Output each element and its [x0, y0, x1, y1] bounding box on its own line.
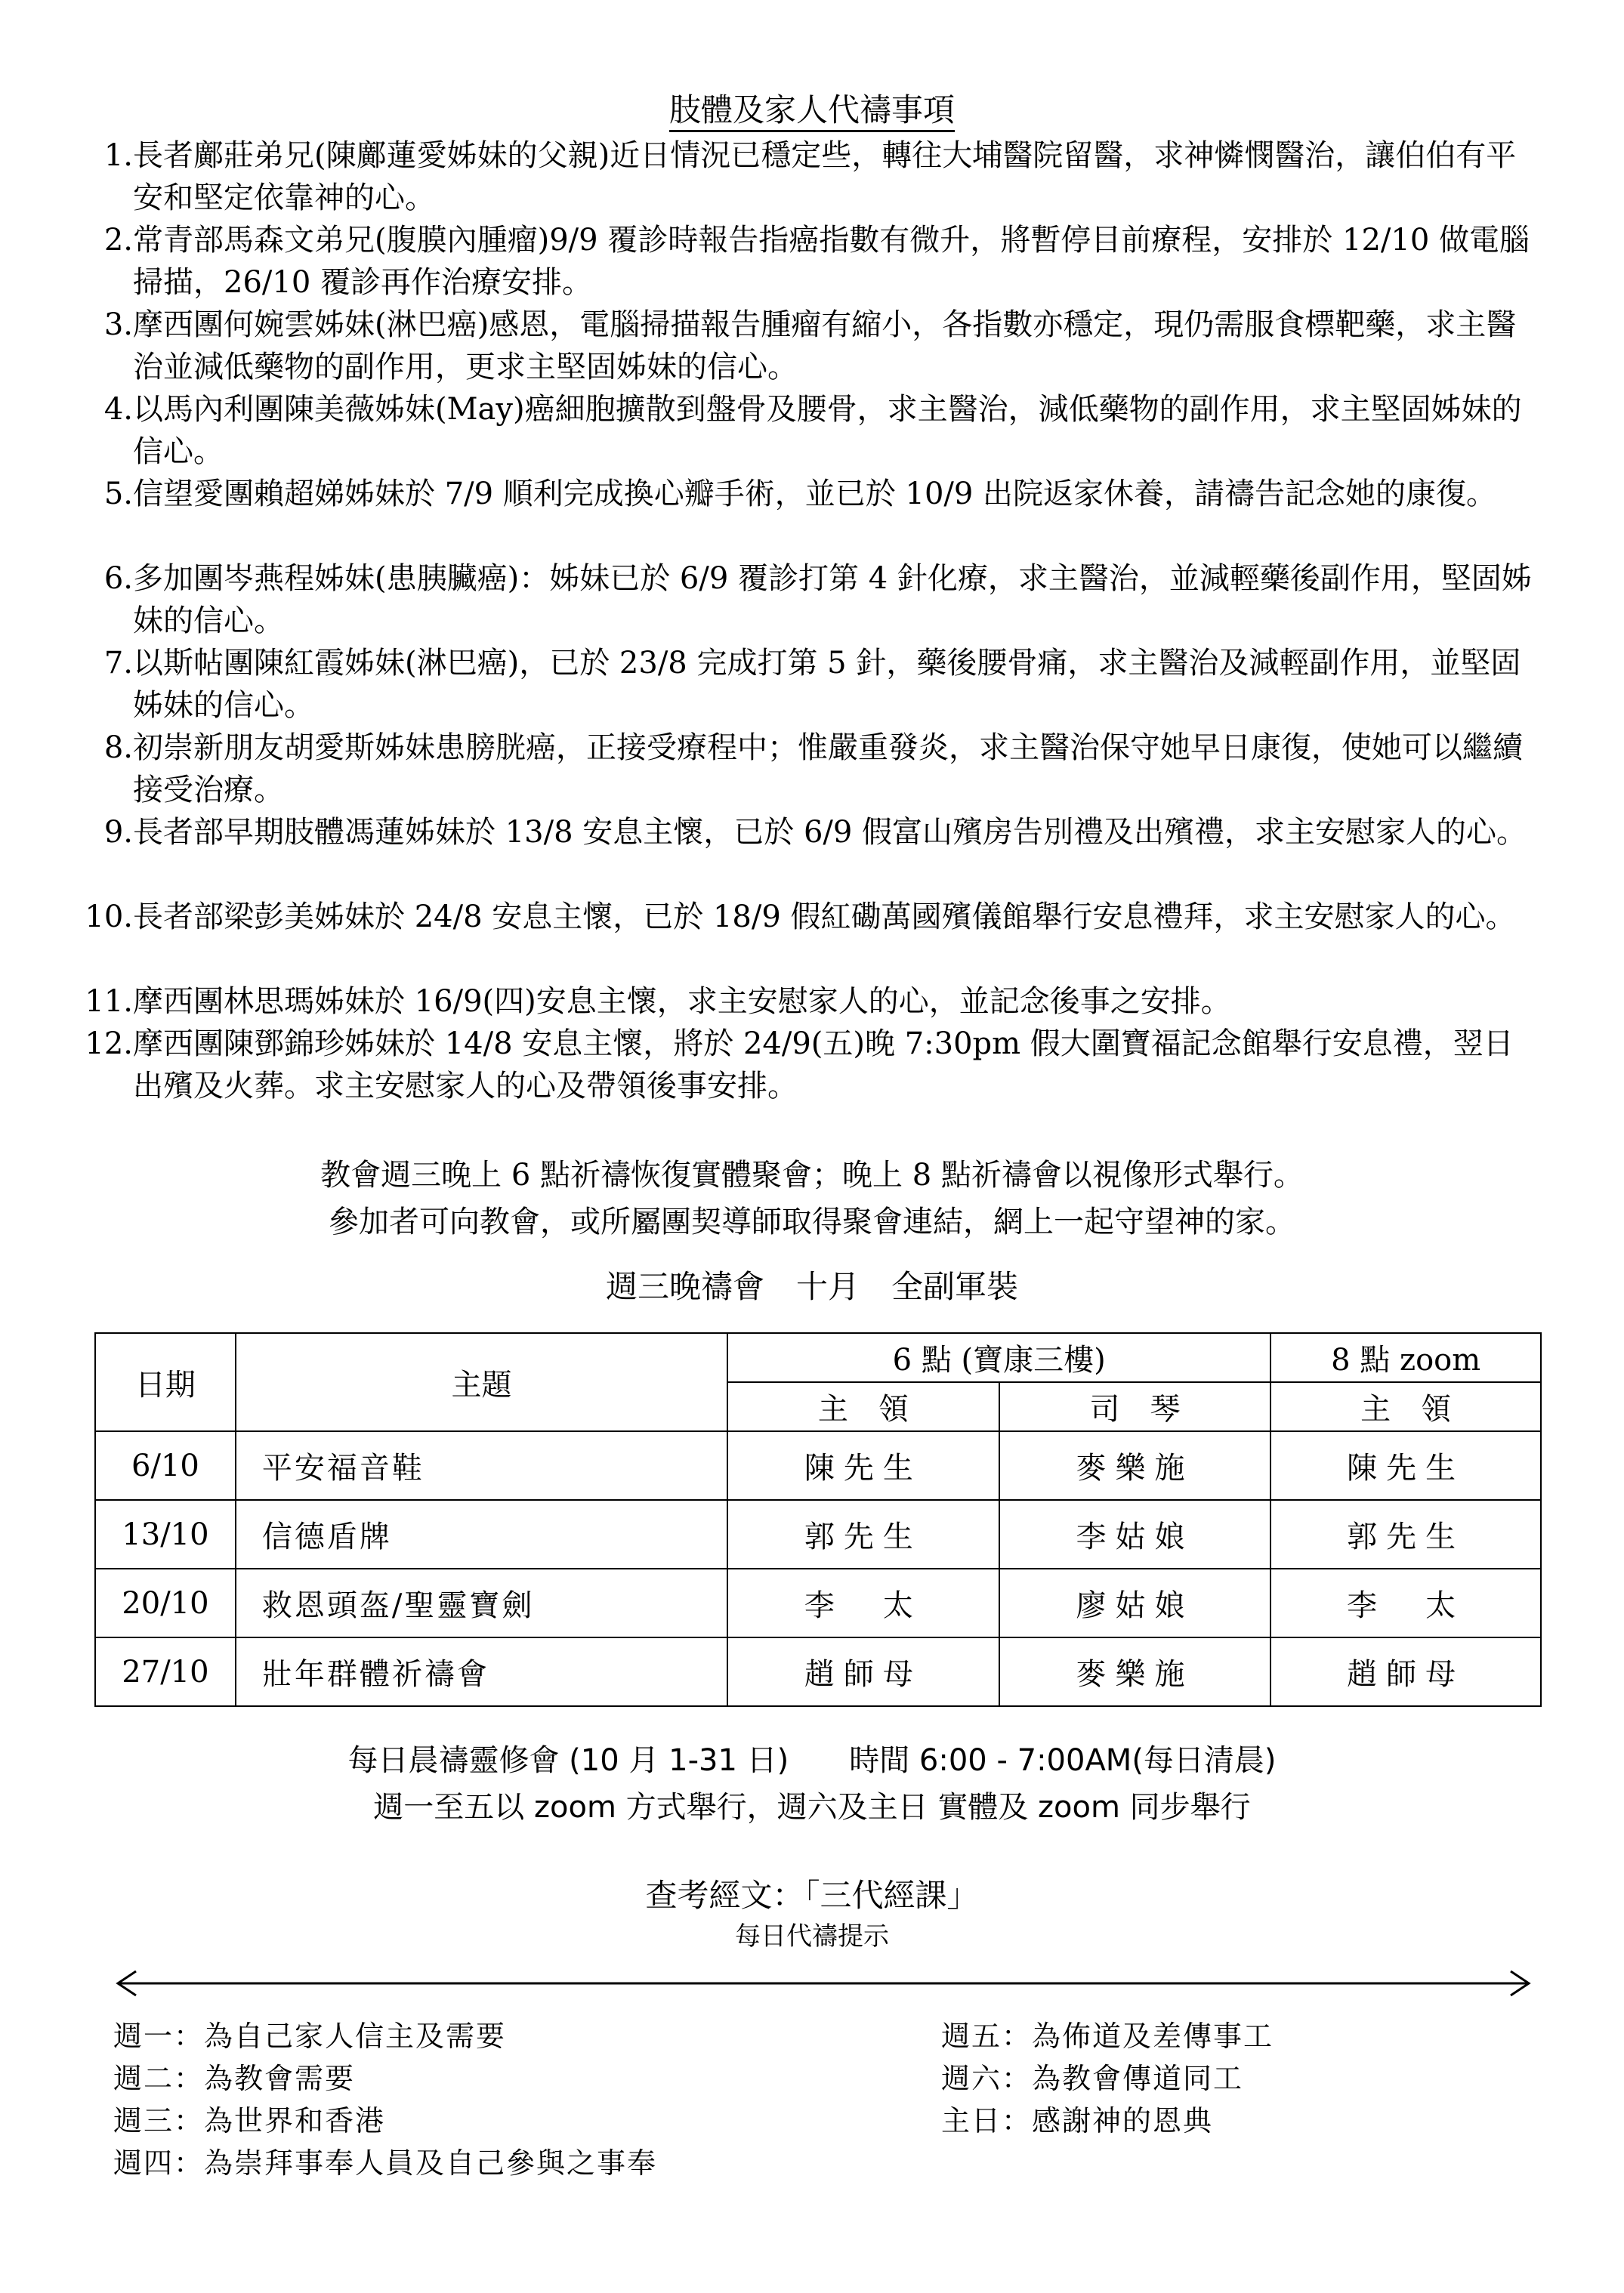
cell-topic: 壯年群體祈禱會 [236, 1637, 727, 1706]
prayer-number: 5. [103, 477, 133, 511]
cell-leader-zoom: 郭先生 [1270, 1500, 1541, 1569]
scripture-reference: 查考經文：「三代經課」 [645, 1877, 979, 1914]
prayer-number: 4. [103, 392, 133, 427]
cell-leader: 郭先生 [727, 1500, 999, 1569]
title-text: 肢體及家人代禱事項 [669, 91, 955, 132]
header-eight-pm: 8 點 zoom [1270, 1333, 1541, 1382]
prayer-item [83, 304, 1533, 388]
morning-line: 每日晨禱靈修會 (10 月 1-31 日) 時間 6:00 - 7:00AM(每日清晨) [347, 1743, 1277, 1778]
prayer-text: 常青部馬森文弟兄(腹膜內腫瘤)9/9 覆診時報告指癌指數有微升，將暫停目前療程，安排於 12/10 做電腦掃描，26/10 覆診再作治療安排。 [133, 223, 1530, 300]
cell-date: 6/10 [95, 1431, 236, 1500]
prayer-number: 1. [103, 138, 133, 173]
header-topic: 主題 [236, 1333, 727, 1431]
prayer-text: 信望愛團賴超娣姊妹於 7/9 順利完成換心瓣手術，並已於 10/9 出院返家休養，請禱告記念她的康復。 [133, 477, 1497, 511]
prayer-item [83, 557, 1533, 642]
table-row [95, 1431, 1541, 1500]
prayer-item [83, 1023, 1533, 1107]
prayer-text: 以馬內利團陳美薇姊妹(May)癌細胞擴散到盤骨及腰骨，求主醫治，減低藥物的副作用，求主堅固姊妹的信心。 [133, 392, 1522, 469]
prayer-text: 摩西團林思瑪姊妹於 16/9(四)安息主懷，求主安慰家人的心，並記念後事之安排。 [133, 984, 1231, 1019]
prayer-number: 2. [103, 223, 133, 258]
daily-prayer-hint-title: 每日代禱提示 [735, 1921, 889, 1952]
daily-prayer-item: 主日：感謝神的恩典 [941, 2104, 1214, 2137]
cell-leader-zoom: 李 太 [1270, 1569, 1541, 1637]
cell-date: 27/10 [95, 1637, 236, 1706]
daily-prayer-item: 週一：為自己家人信主及需要 [113, 2020, 507, 2053]
cell-topic: 信德盾牌 [236, 1500, 727, 1569]
daily-prayer-item: 週三：為世界和香港 [113, 2104, 386, 2137]
prayer-text: 初崇新朋友胡愛斯姊妹患膀胱癌，正接受療程中；惟嚴重發炎，求主醫治保守她早日康復，使她可以繼續接受治療。 [133, 730, 1523, 807]
prayer-item [83, 896, 1533, 980]
prayer-number: 11. [85, 984, 133, 1019]
prayer-text: 以斯帖團陳紅霞姊妹(淋巴癌)，已於 23/8 完成打第 5 針，藥後腰骨痛，求主醫治及減輕副作用，並堅固姊妹的信心。 [133, 646, 1521, 723]
daily-prayer-list-right [941, 2015, 1274, 2142]
daily-prayer-item: 週四：為崇拜事奉人員及自己參與之事奉 [113, 2146, 658, 2180]
prayer-item [83, 811, 1533, 896]
prayer-number: 7. [103, 646, 133, 680]
prayer-text: 摩西團陳鄧錦珍姊妹於 14/8 安息主懷，將於 24/9(五)晚 7:30pm 假大圍寶福記念館舉行安息禮，翌日出殯及火葬。求主安慰家人的心及帶領後事安排。 [133, 1026, 1514, 1103]
daily-prayer-list-left [113, 2015, 657, 2184]
cell-leader: 趙師母 [727, 1637, 999, 1706]
header-six-pm: 6 點 (寶康三樓) [727, 1333, 1270, 1382]
cell-pianist: 麥樂施 [999, 1637, 1271, 1706]
cell-date: 20/10 [95, 1569, 236, 1637]
prayer-item [83, 642, 1533, 727]
prayer-text: 摩西團何婉雲姊妹(淋巴癌)感恩，電腦掃描報告腫瘤有縮小，各指數亦穩定，現仍需服食標靶藥，求主醫治並減低藥物的副作用，更求主堅固姊妹的信心。 [133, 307, 1517, 384]
prayer-number: 9. [103, 815, 133, 850]
prayer-number: 3. [103, 307, 133, 342]
prayer-item [83, 388, 1533, 473]
header-leader-zoom: 主 領 [1270, 1382, 1541, 1431]
prayer-item [83, 980, 1533, 1023]
cell-topic: 平安福音鞋 [236, 1431, 727, 1500]
table-row [95, 1500, 1541, 1569]
table-row [95, 1569, 1541, 1637]
cell-leader-zoom: 趙師母 [1270, 1637, 1541, 1706]
prayer-number: 6. [103, 561, 133, 596]
daily-prayer-item: 週二：為教會需要 [113, 2062, 356, 2095]
cell-leader: 李 太 [727, 1569, 999, 1637]
prayer-list [83, 134, 1533, 1107]
prayer-text: 長者部梁彭美姊妹於 24/8 安息主懷，已於 18/9 假紅磡萬國殯儀館舉行安息禮拜，求主安慰家人的心。 [133, 900, 1516, 934]
cell-topic: 救恩頭盔/聖靈寶劍 [236, 1569, 727, 1637]
cell-pianist: 李姑娘 [999, 1500, 1271, 1569]
prayer-text: 長者部早期肢體馮蓮姊妹於 13/8 安息主懷，已於 6/9 假富山殯房告別禮及出殯禮，求主安慰家人的心。 [133, 815, 1527, 850]
cell-pianist: 廖姑娘 [999, 1569, 1271, 1637]
cell-leader: 陳先生 [727, 1431, 999, 1500]
prayer-number: 8. [103, 730, 133, 765]
cell-leader-zoom: 陳先生 [1270, 1431, 1541, 1500]
schedule-table [94, 1332, 1542, 1707]
morning-line: 週一至五以 zoom 方式舉行，週六及主日 實體及 zoom 同步舉行 [373, 1790, 1251, 1825]
header-pianist: 司 琴 [999, 1382, 1271, 1431]
daily-prayer-item: 週六：為教會傳道同工 [941, 2062, 1244, 2095]
prayer-text: 多加團岑燕程姊妹(患胰臟癌)：姊妹已於 6/9 覆診打第 4 針化療，求主醫治，並減輕藥後副作用，堅固姊妹的信心。 [133, 561, 1532, 638]
prayer-item [83, 219, 1533, 304]
morning-prayer-info [0, 1737, 1624, 1831]
notice-line: 參加者可向教會，或所屬團契導師取得聚會連結，網上一起守望神的家。 [329, 1205, 1295, 1239]
cell-pianist: 麥樂施 [999, 1431, 1271, 1500]
header-leader: 主 領 [727, 1382, 999, 1431]
prayer-item [83, 473, 1533, 557]
table-row [95, 1637, 1541, 1706]
prayer-meeting-notice [0, 1152, 1624, 1245]
prayer-number: 12. [85, 1026, 133, 1061]
schedule-title: 週三晚禱會 十月 全副軍裝 [605, 1268, 1018, 1305]
daily-prayer-item: 週五：為佈道及差傳事工 [941, 2020, 1274, 2053]
notice-line: 教會週三晚上 6 點祈禱恢復實體聚會；晚上 8 點祈禱會以視像形式舉行。 [320, 1158, 1304, 1193]
prayer-text: 長者鄺莊弟兄(陳鄺蓮愛姊妹的父親)近日情況已穩定些，轉往大埔醫院留醫，求神憐憫醫治，讓伯伯有平安和堅定依靠神的心。 [133, 138, 1517, 215]
cell-date: 13/10 [95, 1500, 236, 1569]
header-date: 日期 [95, 1333, 236, 1431]
prayer-item [83, 134, 1533, 219]
prayer-number: 10. [85, 900, 133, 934]
double-arrow-icon [113, 1967, 1533, 2000]
prayer-item [83, 727, 1533, 811]
page-title [0, 89, 1624, 131]
